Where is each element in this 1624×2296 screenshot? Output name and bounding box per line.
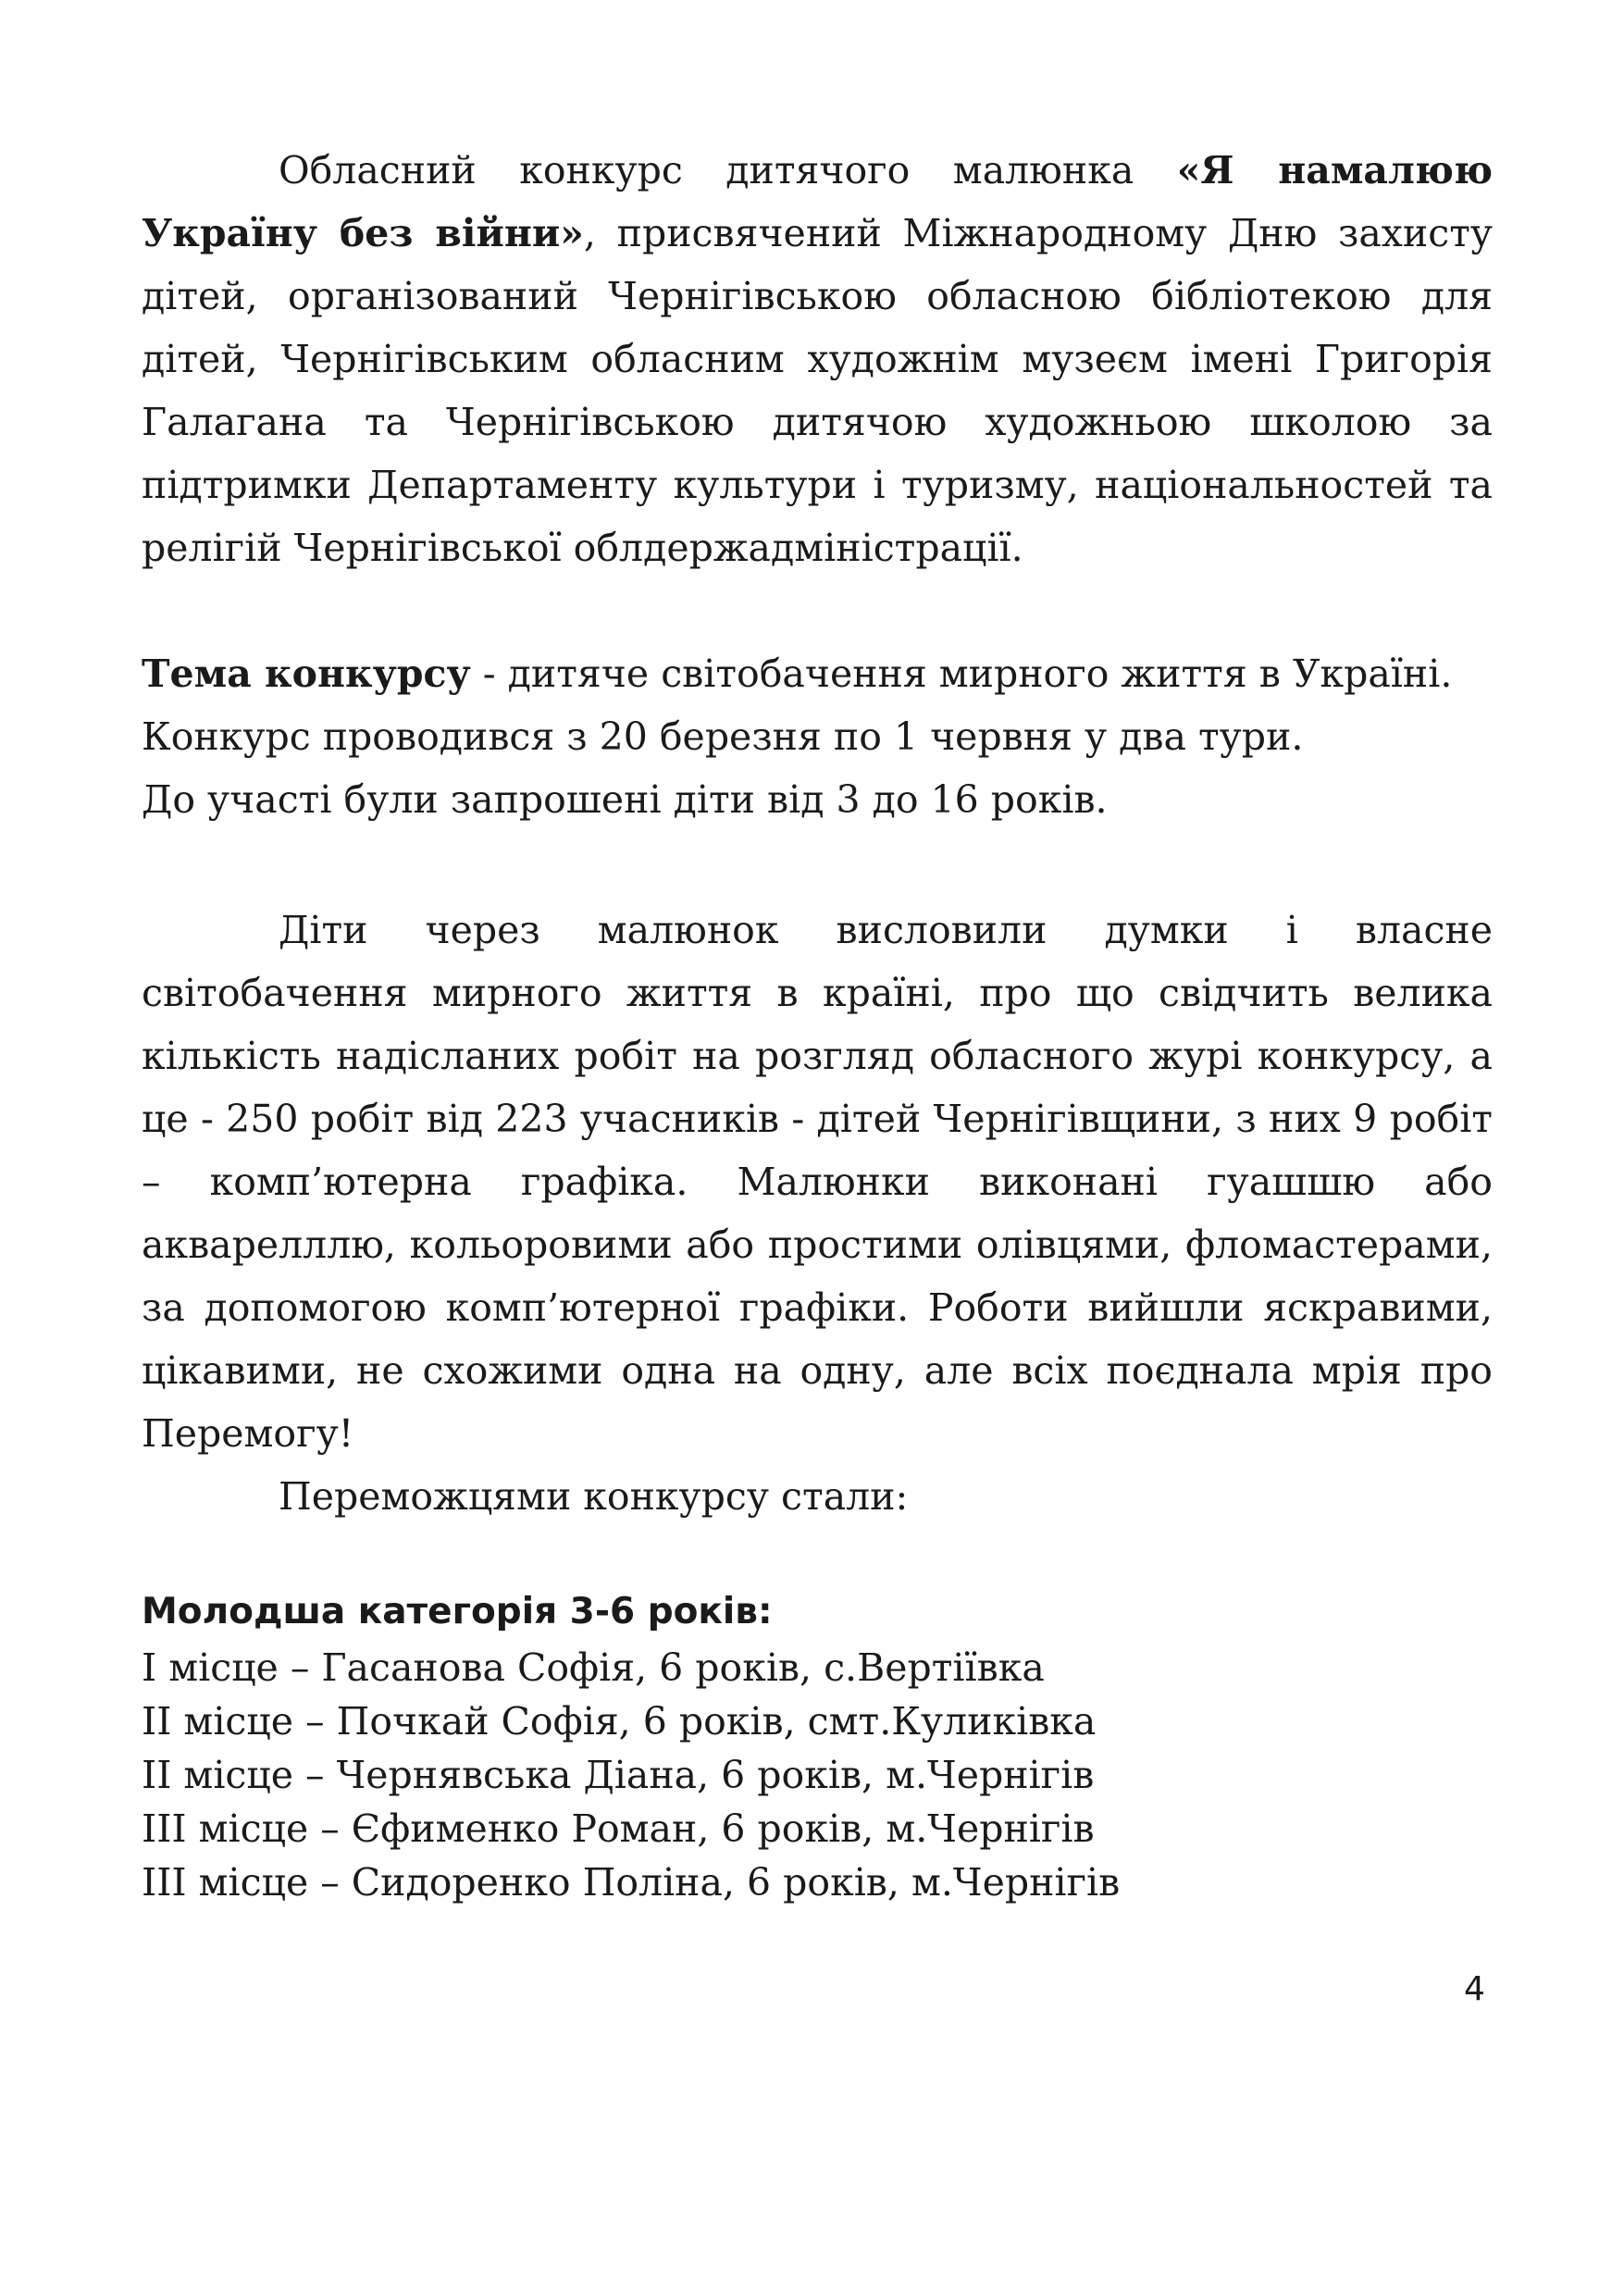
- winners-list: [142, 1641, 1493, 1909]
- winners-intro: Переможцями конкурсу стали:: [279, 1474, 909, 1519]
- winner-entry: ІІІ місце – Сидоренко Поліна, 6 років, м.Чернігів: [142, 1860, 1121, 1905]
- theme-label: Тема конкурсу: [142, 652, 471, 696]
- page-content: [142, 139, 1493, 1909]
- theme-line: [142, 642, 1493, 705]
- spacer: [142, 1528, 1493, 1583]
- intro-paragraph: [142, 139, 1493, 579]
- winner-entry: ІІ місце – Почкай Софія, 6 років, смт.Куликівка: [142, 1699, 1097, 1744]
- spacer: [142, 831, 1493, 899]
- intro-lead: Обласний конкурс дитячого малюнка: [279, 148, 1177, 192]
- intro-rest: , присвячений Міжнародному Дню захисту дітей, організований Чернігівською обласною бібліотекою для дітей, Чернігівським обласним художнім музеєм імені Григорія Галагана та Чернігівською дитячою художньою школою за підтримки Департаменту культури і туризму, національностей та релігій Чернігівської облдержадміністрації.: [142, 211, 1494, 570]
- winner-entry: ІІ місце – Чернявська Діана, 6 років, м.Чернігів: [142, 1753, 1095, 1797]
- page-number: 4: [1464, 1970, 1485, 2008]
- contest-title: «Я намалюю Україну без війни»: [142, 148, 1493, 255]
- category-heading: Молодша категорія 3-6 років:: [142, 1591, 773, 1632]
- period-line: Конкурс проводився з 20 березня по 1 червня у два тури.: [142, 714, 1304, 759]
- age-line: До участі були запрошені діти від 3 до 16 років.: [142, 777, 1108, 822]
- winner-entry: ІІІ місце – Єфименко Роман, 6 років, м.Чернігів: [142, 1806, 1095, 1851]
- body-paragraph: Діти через малюнок висловили думки і власне світобачення мирного життя в країні, про що свідчить велика кількість надісланих робіт на розгляд обласного журі конкурсу, а це - 250 робіт від 223 учасників - дітей Чернігівщини, з них 9 робіт – комп’ютерна графіка. Малюнки виконані гуашшю або акварелллю, кольоровими або простими олівцями, фломастерами, за допомогою комп’ютерної графіки. Роботи вийшли яскравими, цікавими, не схожими одна на одну, але всіх поєднала мрія про Перемогу!: [142, 908, 1493, 1456]
- winner-entry: І місце – Гасанова Софія, 6 років, с.Вертіївка: [142, 1645, 1045, 1690]
- spacer: [142, 579, 1493, 642]
- theme-text: - дитяче світобачення мирного життя в Україні.: [470, 652, 1453, 696]
